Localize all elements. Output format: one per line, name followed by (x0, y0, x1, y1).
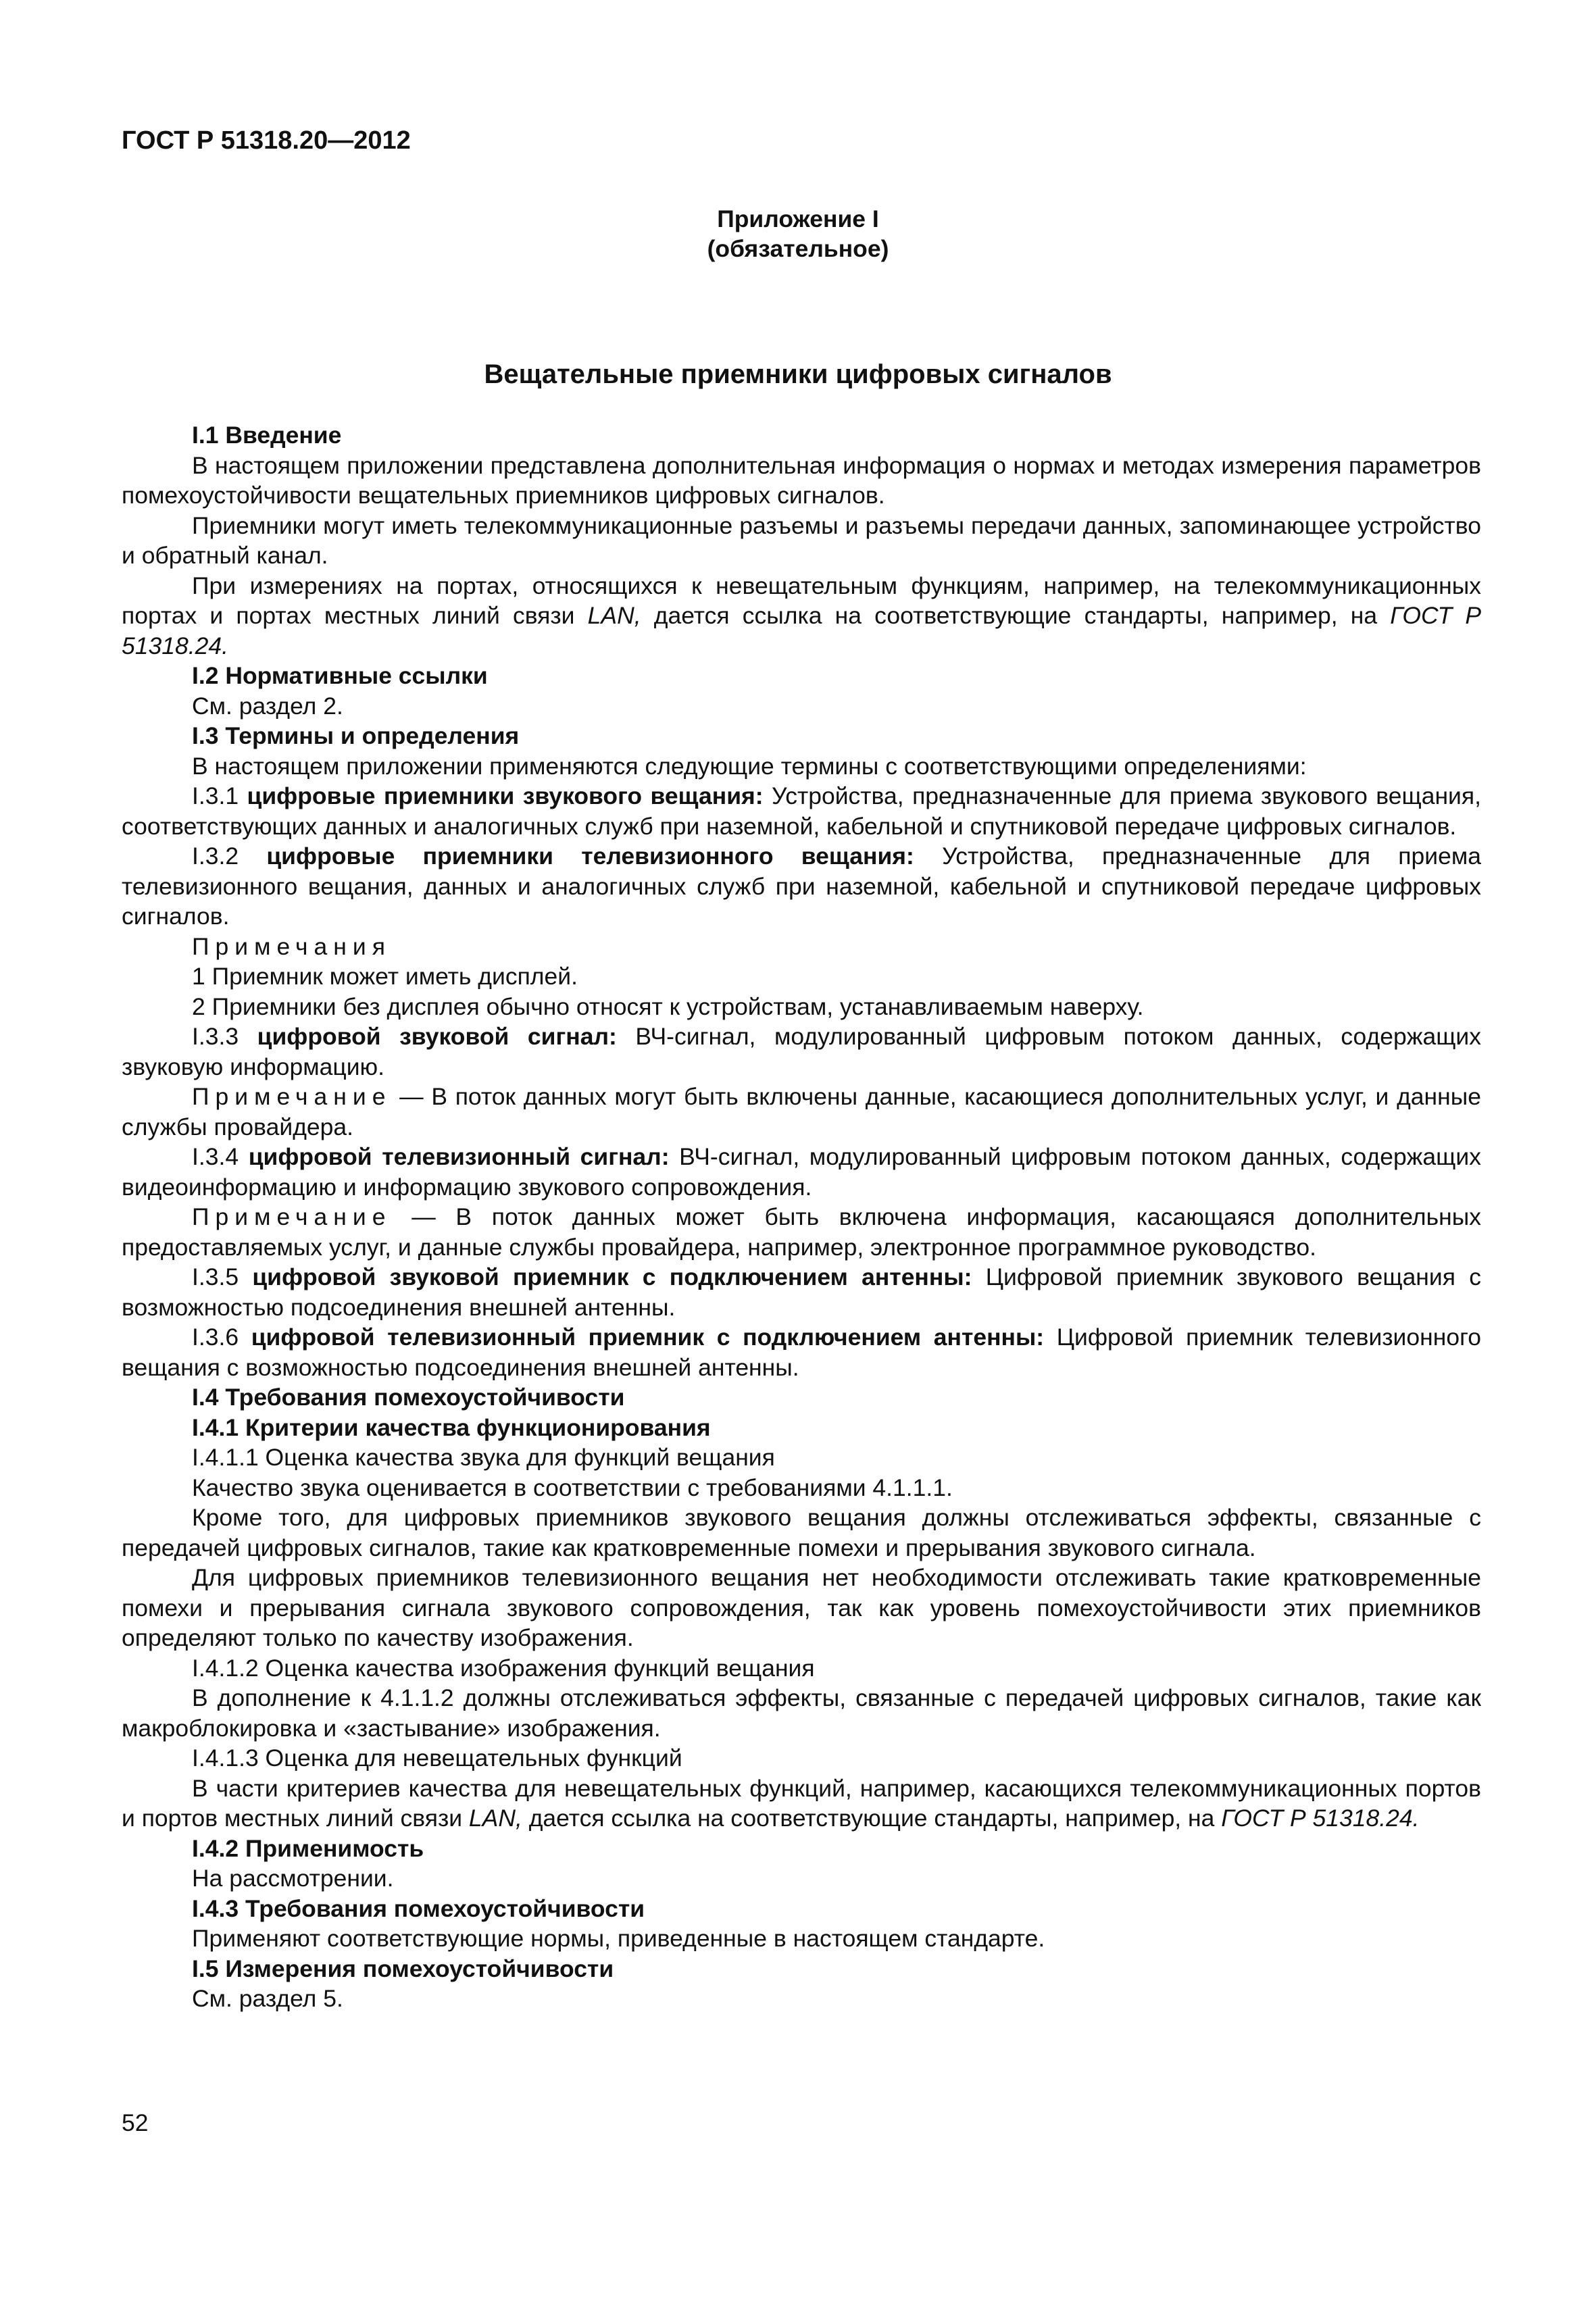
term-text: Цифровой приемник звукового вещания с возможностью подсоединения внешней антенны. (122, 1263, 1481, 1321)
subsection-heading: I.4.3 Требования помехоустойчивости (192, 1894, 645, 1922)
paragraph (122, 1774, 1481, 1834)
section-heading: I.1 Введение (192, 422, 342, 449)
term-name: цифровой звуковой приемник с подключением антенны: (252, 1263, 972, 1290)
paragraph: Качество звука оценивается в соответствии с требованиями 4.1.1.1. (192, 1474, 953, 1501)
subsubsection-heading: I.4.1.2 Оценка качества изображения функций вещания (192, 1654, 815, 1682)
document-body (122, 420, 1481, 2014)
note-text: — В поток данных может быть включена информация, касающаяся дополнительных предоставляемых услуг, и данные службы провайдера, например, электронное программное руководство. (122, 1203, 1481, 1261)
paragraph: В дополнение к 4.1.1.2 должны отслеживаться эффекты, связанные с передачей цифровых сигналов, такие как макроблокировка и «застывание» изображения. (122, 1684, 1481, 1742)
term-text: Устройства, предназначенные для приема звукового вещания, соответствующих данных и аналогичных служб при наземной, кабельной и спутниковой передаче цифровых сигналов. (122, 782, 1481, 840)
term-text: Цифровой приемник телевизионного вещания с возможностью подсоединения внешней антенны. (122, 1324, 1481, 1381)
term-number: I.3.3 (192, 1023, 257, 1050)
term-name: цифровые приемники телевизионного вещания: (266, 842, 914, 870)
note: 2 Приемники без дисплея обычно относят к устройствам, устанавливаемым наверху. (192, 992, 1144, 1020)
term-number: I.3.5 (192, 1263, 253, 1290)
term-definition (122, 1142, 1481, 1202)
note: 1 Приемник может иметь дисплей. (192, 963, 578, 990)
appendix-status: (обязательное) (707, 235, 889, 262)
term-definition (122, 1262, 1481, 1322)
paragraph: Для цифровых приемников телевизионного вещания нет необходимости отслеживать такие кратковременные помехи и прерывания сигнала звукового сопровождения, так как уровень помехоустойчивости этих приемников определяют только по качеству изображения. (122, 1564, 1481, 1651)
text-run: В части критериев качества для невещательных функций, например, касающихся телекоммуникационных портов и портов местных линий связи (122, 1774, 1481, 1832)
note (122, 1202, 1481, 1262)
term-definition (122, 781, 1481, 841)
text-run: дается ссылка на соответствующие стандарты, например, на (641, 602, 1391, 629)
term-text: Устройства, предназначенные для приема телевизионного вещания, данных и аналогичных служб при наземной, кабельной и спутниковой передаче цифровых сигналов. (122, 842, 1481, 930)
section-heading: I.2 Нормативные ссылки (192, 662, 488, 689)
subsubsection-heading: I.4.1.3 Оценка для невещательных функций (192, 1744, 682, 1771)
note-label: Примечание (192, 1203, 392, 1230)
term-name: цифровой звуковой сигнал: (257, 1023, 617, 1050)
appendix-heading (0, 204, 1596, 263)
notes-heading (122, 932, 1481, 962)
paragraph: В настоящем приложении представлена дополнительная информация о нормах и методах измерения параметров помехоустойчивости вещательных приемников цифровых сигналов. (122, 451, 1481, 509)
term-number: I.3.2 (192, 842, 267, 870)
paragraph: Кроме того, для цифровых приемников звукового вещания должны отслеживаться эффекты, связанные с передачей цифровых сигналов, такие как кратковременные помехи и прерывания звукового сигнала. (122, 1504, 1481, 1561)
paragraph: См. раздел 2. (192, 692, 343, 720)
paragraph: На рассмотрении. (192, 1865, 394, 1892)
paragraph: Применяют соответствующие нормы, приведенные в настоящем стандарте. (192, 1925, 1045, 1952)
text-run: дается ссылка на соответствующие стандарты, например, на (522, 1805, 1222, 1832)
term-name: цифровые приемники звукового вещания: (247, 782, 764, 809)
section-heading: I.4 Требования помехоустойчивости (192, 1384, 625, 1411)
term-text: ВЧ-сигнал, модулированный цифровым потоком данных, содержащих звуковую информацию. (122, 1023, 1481, 1080)
subsubsection-heading: I.4.1.1 Оценка качества звука для функций вещания (192, 1444, 775, 1471)
subsection-heading: I.4.1 Критерии качества функционирования (192, 1413, 711, 1441)
paragraph: См. раздел 5. (192, 1985, 343, 2012)
term-number: I.3.4 (192, 1143, 249, 1170)
lan-term: LAN, (587, 602, 641, 629)
lan-term: LAN, (468, 1805, 522, 1832)
paragraph (122, 571, 1481, 661)
term-name: цифровой телевизионный приемник с подключением антенны: (251, 1324, 1045, 1351)
subsection-heading: I.4.2 Применимость (192, 1834, 424, 1862)
term-definition (122, 1322, 1481, 1382)
paragraph: В настоящем приложении применяются следующие термины с соответствующими определениями: (192, 752, 1307, 780)
term-number: I.3.6 (192, 1324, 251, 1351)
notes-label: Примечания (192, 932, 391, 960)
note (122, 1082, 1481, 1142)
term-name: цифровой телевизионный сигнал: (248, 1143, 670, 1170)
appendix-label: Приложение I (717, 205, 879, 232)
standard-reference: ГОСТ Р 51318.24. (122, 602, 1481, 659)
term-definition (122, 1022, 1481, 1082)
page-title: Вещательные приемники цифровых сигналов (484, 359, 1112, 389)
term-text: ВЧ-сигнал, модулированный цифровым потоком данных, содержащих видеоинформацию и информацию звукового сопровождения. (122, 1143, 1481, 1201)
term-number: I.3.1 (192, 782, 247, 809)
standard-reference: ГОСТ Р 51318.24. (1221, 1805, 1420, 1832)
paragraph: Приемники могут иметь телекоммуникационные разъемы и разъемы передачи данных, запоминающее устройство и обратный канал. (122, 511, 1481, 569)
text-run: При измерениях на портах, относящихся к невещательным функциям, например, на телекоммуникационных портах и портах местных линий связи (122, 572, 1481, 629)
term-definition (122, 841, 1481, 932)
page-number: 52 (122, 2109, 149, 2136)
section-heading: I.5 Измерения помехоустойчивости (192, 1955, 614, 1982)
document-header: ГОСТ Р 51318.20—2012 (122, 126, 411, 155)
section-heading: I.3 Термины и определения (192, 722, 520, 749)
note-text: — В поток данных могут быть включены данные, касающиеся дополнительных услуг, и данные службы провайдера. (122, 1083, 1481, 1140)
note-label: Примечание (192, 1083, 392, 1110)
